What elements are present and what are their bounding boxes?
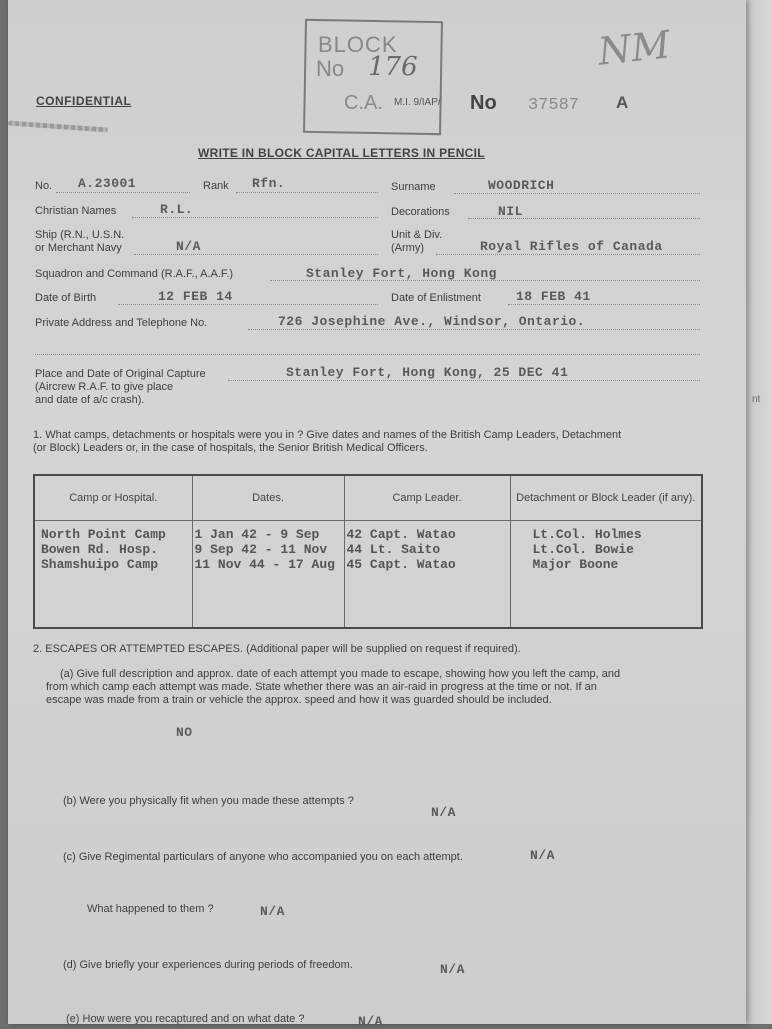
- camp-column-header: Camp or Hospital.: [34, 475, 192, 521]
- ship-label-line2: or Merchant Navy: [35, 242, 122, 254]
- stamp-ca-text: C.A.: [344, 92, 383, 114]
- enlistment-value: 18 FEB 41: [516, 289, 591, 304]
- serial-number: 37587: [528, 96, 580, 115]
- dob-dotted-line: [118, 304, 378, 305]
- christian-names-value: R.L.: [160, 202, 194, 217]
- camp-leader: 45 Capt. Watao: [346, 557, 456, 572]
- ship-label-line1: Ship (R.N., U.S.N.: [35, 229, 125, 241]
- enlistment-dotted-line: [508, 304, 700, 305]
- serial-no-label: No: [470, 92, 497, 114]
- surname-value: WOODRICH: [488, 178, 555, 193]
- no-label: No.: [35, 180, 53, 192]
- q2a-text-line2: from which camp each attempt was made. State whether there was an air-raid in progress at the time or not. If an: [46, 681, 597, 693]
- confidential-label: CONFIDENTIAL: [36, 94, 132, 108]
- capture-label-line1: Place and Date of Original Capture: [35, 368, 206, 380]
- dob-value: 12 FEB 14: [158, 289, 233, 304]
- block-leader-column-header: Detachment or Block Leader (if any).: [510, 475, 702, 521]
- ship-dotted-line: [134, 254, 378, 255]
- q2a-answer: NO: [176, 725, 193, 740]
- squadron-value: Stanley Fort, Hong Kong: [306, 266, 497, 281]
- squadron-label: Squadron and Command (R.A.F., A.A.F.): [35, 268, 234, 280]
- dates-column-header: Dates.: [192, 475, 344, 521]
- q2c-followup-text: What happened to them ?: [87, 903, 214, 915]
- q2b-text: (b) Were you physically fit when you made these attempts ?: [63, 795, 354, 807]
- unit-label-line2: (Army): [391, 242, 424, 254]
- christian-names-dotted-line: [132, 217, 378, 218]
- q2c-text: (c) Give Regimental particulars of anyone who accompanied you on each attempt.: [63, 851, 463, 863]
- address-value: 726 Josephine Ave., Windsor, Ontario.: [278, 314, 586, 329]
- q2e-text: (e) How were you recaptured and on what date ?: [66, 1013, 305, 1025]
- rank-value: Rfn.: [252, 176, 286, 191]
- block-leader-column-cell: [510, 521, 702, 629]
- serial-suffix: A: [616, 93, 629, 112]
- capture-label-line3: and date of a/c crash).: [35, 394, 145, 406]
- stamp-handwritten-number: 176: [368, 52, 418, 82]
- christian-names-label: Christian Names: [35, 205, 117, 217]
- q1-text-line2: (or Block) Leaders or, in the case of hospitals, the Senior British Medical Officers.: [33, 442, 428, 454]
- mi-reference: M.I. 9/IAP/: [394, 97, 441, 108]
- stamp-no-text: No: [316, 56, 345, 81]
- camp-leader-column-header: Camp Leader.: [344, 475, 510, 521]
- q1-text-line1: 1. What camps, detachments or hospitals were you in ? Give dates and names of the British Camp Leaders, Detachment: [33, 429, 622, 441]
- no-dotted-line: [56, 192, 190, 193]
- address-dotted-line: [248, 329, 700, 330]
- block-leader: Major Boone: [532, 557, 619, 572]
- camp-dates: 1 Jan 42 - 9 Sep: [194, 527, 320, 542]
- camp-dates: 11 Nov 44 - 17 Aug: [194, 557, 335, 572]
- enlistment-label: Date of Enlistment: [391, 292, 481, 304]
- capture-label-line2: (Aircrew R.A.F. to give place: [35, 381, 174, 393]
- capture-dotted-line: [228, 380, 700, 381]
- unit-dotted-line: [436, 254, 700, 255]
- form-instruction-heading: WRITE IN BLOCK CAPITAL LETTERS IN PENCIL: [198, 146, 485, 160]
- camp-name: Bowen Rd. Hosp.: [41, 542, 159, 557]
- q2a-text-line1: (a) Give full description and approx. date of each attempt you made to escape, showing how you left the camp, and: [60, 668, 621, 680]
- decorations-label: Decorations: [391, 206, 450, 218]
- q2d-text: (d) Give briefly your experiences during periods of freedom.: [63, 959, 353, 971]
- q2d-answer: N/A: [440, 962, 465, 977]
- q2c-followup-answer: N/A: [260, 904, 285, 919]
- dob-label: Date of Birth: [35, 292, 97, 304]
- q2a-text-line3: escape was made from a train or vehicle the approx. speed and how it was guarded should be included.: [46, 694, 552, 706]
- no-value: A.23001: [78, 176, 137, 191]
- camps-table-body-row: [34, 521, 702, 629]
- q2c-answer: N/A: [530, 848, 555, 863]
- camp-name: Shamshuipo Camp: [41, 557, 159, 572]
- camps-table: [33, 474, 703, 629]
- rank-dotted-line: [236, 192, 378, 193]
- handwritten-initials: NM: [595, 22, 673, 74]
- ship-value: N/A: [176, 239, 201, 254]
- stamp-block-text: BLOCK: [318, 32, 398, 57]
- surname-label: Surname: [391, 181, 436, 193]
- block-leader: Lt.Col. Bowie: [532, 542, 634, 557]
- q2-title: 2. ESCAPES OR ATTEMPTED ESCAPES. (Additional paper will be supplied on request if required).: [33, 643, 521, 655]
- tie-string: [8, 121, 108, 133]
- q2b-answer: N/A: [431, 805, 456, 820]
- camp-dates: 9 Sep 42 - 11 Nov: [194, 542, 328, 557]
- camp-leader: 42 Capt. Watao: [346, 527, 456, 542]
- camp-leader-column-cell: [344, 521, 510, 629]
- decorations-value: NIL: [498, 204, 523, 219]
- document-page: [8, 0, 746, 1029]
- camps-table-header-row: [34, 475, 702, 521]
- q2e-answer: N/A: [358, 1014, 383, 1029]
- address-label: Private Address and Telephone No.: [35, 317, 208, 329]
- dates-column-cell: [192, 521, 344, 629]
- rank-label: Rank: [203, 180, 229, 192]
- address-second-dotted-line: [35, 354, 700, 355]
- unit-value: Royal Rifles of Canada: [480, 239, 663, 254]
- camp-name: North Point Camp: [41, 527, 166, 542]
- camp-leader: 44 Lt. Saito: [346, 542, 441, 557]
- surname-dotted-line: [454, 193, 700, 194]
- camp-column-cell: [34, 521, 192, 629]
- capture-value: Stanley Fort, Hong Kong, 25 DEC 41: [286, 365, 569, 380]
- margin-mark: nt: [752, 394, 761, 405]
- unit-label-line1: Unit & Div.: [391, 229, 443, 241]
- block-leader: Lt.Col. Holmes: [532, 527, 642, 542]
